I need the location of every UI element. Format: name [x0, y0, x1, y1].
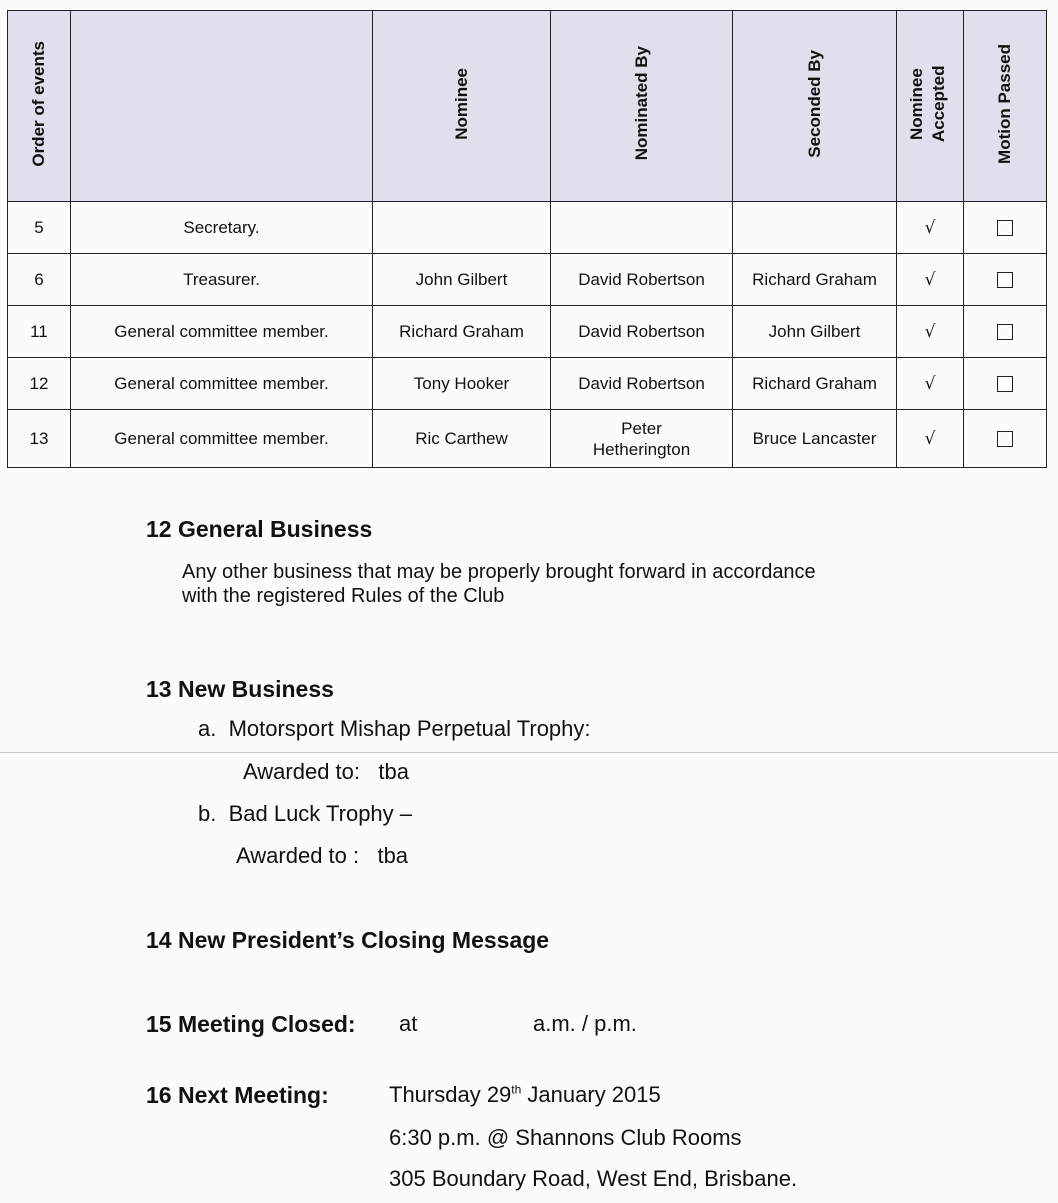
nominated-by-cell: David Robertson	[551, 358, 733, 410]
table-header-row	[8, 11, 1047, 202]
header-position	[71, 11, 373, 202]
order-cell: 5	[8, 202, 71, 254]
nominee-cell: Richard Graham	[373, 306, 551, 358]
motion-passed-checkbox[interactable]	[997, 376, 1013, 392]
seconded-by-cell: John Gilbert	[733, 306, 897, 358]
meeting-closed-ampm: a.m. / p.m.	[533, 1011, 637, 1036]
next-meeting-heading: 16 Next Meeting:	[146, 1082, 329, 1108]
nominated-by-cell: David Robertson	[551, 306, 733, 358]
header-seconded-by: Seconded By	[733, 11, 897, 202]
new-business-item-a: a. Motorsport Mishap Perpetual Trophy:	[198, 716, 591, 741]
header-nominee: Nominee	[373, 11, 551, 202]
motion-passed-cell	[964, 254, 1047, 306]
seconded-by-cell	[733, 202, 897, 254]
new-business-item-a-award: Awarded to: tba	[243, 759, 409, 784]
motion-passed-cell	[964, 358, 1047, 410]
nominee-cell	[373, 202, 551, 254]
order-cell: 11	[8, 306, 71, 358]
nominated-by-cell: Peter Hetherington	[551, 410, 733, 468]
header-order-of-events: Order of events	[8, 11, 71, 202]
next-meeting-time-place: 6:30 p.m. @ Shannons Club Rooms	[389, 1125, 742, 1150]
accepted-cell: √	[897, 358, 964, 410]
order-cell: 13	[8, 410, 71, 468]
nominee-cell: Ric Carthew	[373, 410, 551, 468]
next-meeting-month-year: January 2015	[521, 1082, 661, 1107]
accepted-cell: √	[897, 410, 964, 468]
nominated-by-cell	[551, 202, 733, 254]
accepted-cell: √	[897, 254, 964, 306]
motion-passed-cell	[964, 410, 1047, 468]
next-meeting-date	[389, 1082, 661, 1108]
seconded-by-cell: Richard Graham	[733, 358, 897, 410]
order-cell: 6	[8, 254, 71, 306]
header-nominee-accepted: Nominee Accepted	[897, 11, 964, 202]
table-row	[8, 358, 1047, 410]
position-cell: General committee member.	[71, 410, 373, 468]
next-meeting-date-suffix: th	[511, 1082, 522, 1097]
accepted-cell: √	[897, 306, 964, 358]
meeting-closed-heading: 15 Meeting Closed:	[146, 1011, 356, 1037]
table-row	[8, 306, 1047, 358]
nominee-cell: John Gilbert	[373, 254, 551, 306]
nominations-table	[7, 10, 1047, 468]
table-row	[8, 254, 1047, 306]
general-business-text-2: with the registered Rules of the Club	[182, 585, 505, 607]
page-fold-line	[0, 752, 1058, 753]
accepted-cell: √	[897, 202, 964, 254]
seconded-by-cell: Bruce Lancaster	[733, 410, 897, 468]
next-meeting-address: 305 Boundary Road, West End, Brisbane.	[389, 1166, 798, 1191]
general-business-heading: 12 General Business	[146, 516, 373, 542]
motion-passed-checkbox[interactable]	[997, 431, 1013, 447]
next-meeting-day: Thursday 29	[389, 1082, 512, 1107]
motion-passed-checkbox[interactable]	[997, 272, 1013, 288]
table-row	[8, 202, 1047, 254]
meeting-closed-at: at	[399, 1011, 418, 1036]
closing-message-heading: 14 New President’s Closing Message	[146, 927, 550, 953]
position-cell: Secretary.	[71, 202, 373, 254]
table-row	[8, 410, 1047, 468]
nominee-cell: Tony Hooker	[373, 358, 551, 410]
new-business-item-b: b. Bad Luck Trophy –	[198, 801, 413, 826]
general-business-text-1: Any other business that may be properly brought forward in accordance	[182, 561, 816, 583]
motion-passed-cell	[964, 202, 1047, 254]
position-cell: General committee member.	[71, 306, 373, 358]
motion-passed-checkbox[interactable]	[997, 324, 1013, 340]
nominated-by-cell: David Robertson	[551, 254, 733, 306]
position-cell: Treasurer.	[71, 254, 373, 306]
new-business-heading: 13 New Business	[146, 676, 334, 702]
motion-passed-cell	[964, 306, 1047, 358]
header-nominated-by: Nominated By	[551, 11, 733, 202]
seconded-by-cell: Richard Graham	[733, 254, 897, 306]
motion-passed-checkbox[interactable]	[997, 220, 1013, 236]
position-cell: General committee member.	[71, 358, 373, 410]
new-business-item-b-award: Awarded to : tba	[236, 843, 409, 868]
order-cell: 12	[8, 358, 71, 410]
header-motion-passed: Motion Passed	[964, 11, 1047, 202]
